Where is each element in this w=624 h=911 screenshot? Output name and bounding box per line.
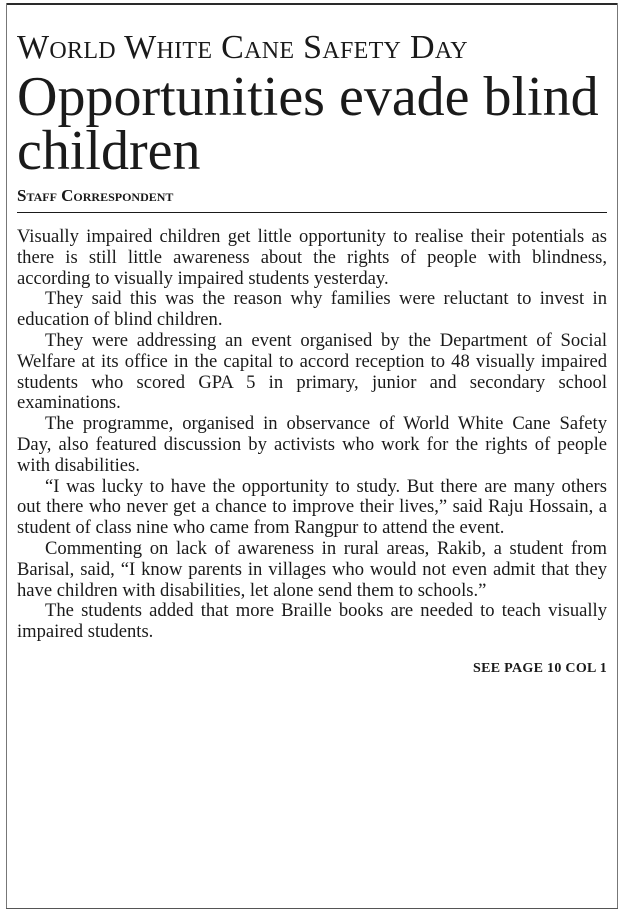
left-border-rule <box>6 3 7 909</box>
paragraph-3: They were addressing an event organised by the Department of Social Welfare at its office in the capital to accord reception to 48 visually impaired students who scored GPA 5 in primary, junior and secondary school examinations. <box>17 329 607 414</box>
paragraph-2: They said this was the reason why families were reluctant to invest in education of blind children. <box>17 288 607 331</box>
paragraph-4: The programme, organised in observance of World White Cane Safety Day, also featured discussion by activists who work for the rights of people with disabilities. <box>17 413 607 476</box>
right-border-rule <box>617 3 618 909</box>
continuation-link[interactable]: SEE PAGE 10 COL 1 <box>473 660 607 676</box>
top-border-rule <box>6 3 618 5</box>
article-kicker: World White Cane Safety Day <box>17 29 468 66</box>
article-body <box>17 227 607 643</box>
paragraph-5: “I was lucky to have the opportunity to study. But there are many others out there who never get a chance to improve their lives,” said Raju Hossain, a student of class nine who came from Rangpur to attend the event. <box>17 475 607 539</box>
news-article <box>17 30 607 677</box>
paragraph-1: Visually impaired children get little opportunity to realise their potentials as there is still little awareness about the rights of people with blindness, according to visually impaired students yesterday. <box>17 226 607 289</box>
bottom-border-rule <box>6 908 618 909</box>
paragraph-7: The students added that more Braille books are needed to teach visually impaired students. <box>17 600 607 643</box>
byline-divider <box>17 212 607 213</box>
article-byline: Staff Correspondent <box>17 186 174 205</box>
article-headline: Opportunities evade blind children <box>17 66 599 182</box>
paragraph-6: Commenting on lack of awareness in rural areas, Rakib, a student from Barisal, said, “I know parents in villages who would not even admit that they have children with disabilities, let alone send them to schools.” <box>17 537 607 601</box>
